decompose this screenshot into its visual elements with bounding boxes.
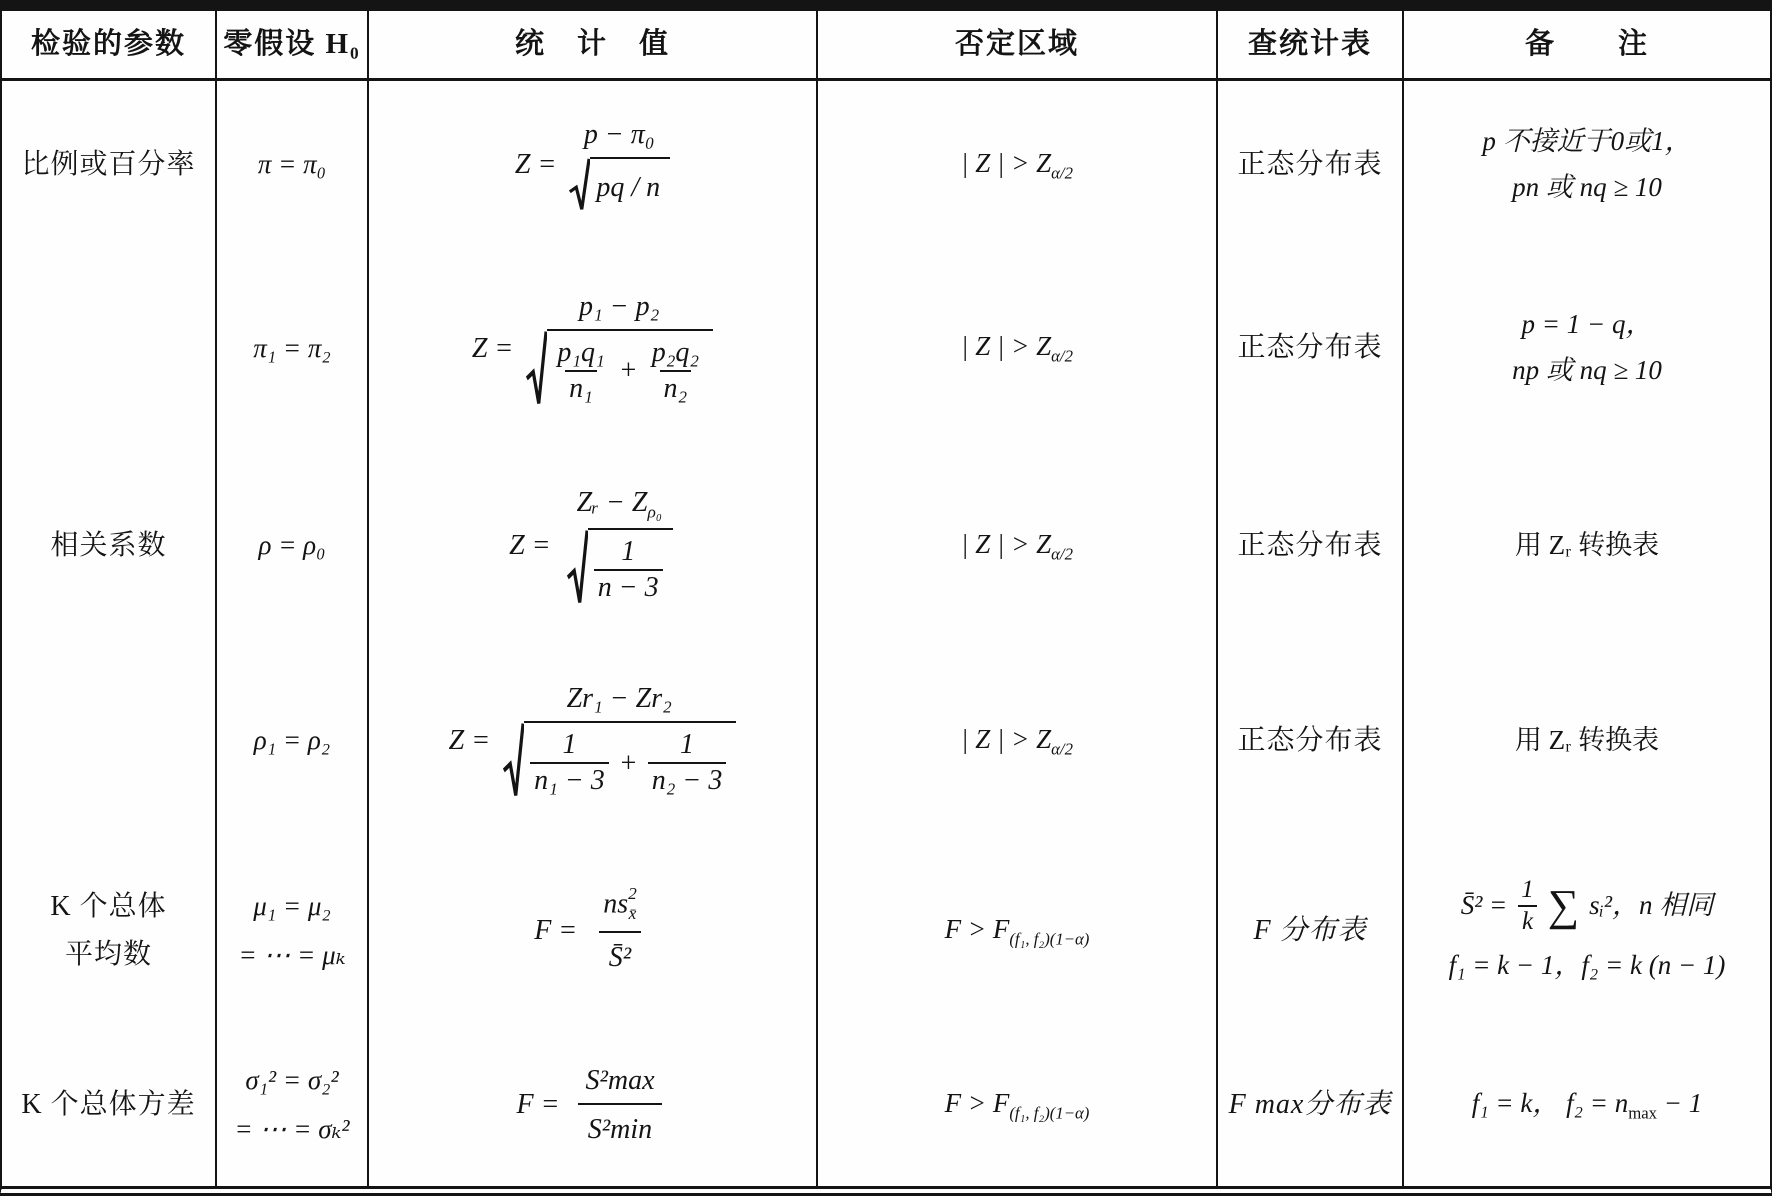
rejection-formula — [961, 719, 1073, 762]
remark-line: 用 Zᵣ 转换表 — [1514, 724, 1660, 755]
rejection-subscript: (f₁, f₂)(1−α) — [1009, 929, 1090, 949]
remark-equation — [1461, 875, 1714, 937]
rejection-base: | Z | > Z — [961, 723, 1052, 754]
row1-remark-cell — [1404, 81, 1770, 248]
parameter-label: 相关系数 — [50, 529, 167, 561]
remark-eq-lhs: S̄² = — [1460, 889, 1508, 920]
lookup-label: F 分布表 — [1253, 914, 1367, 946]
row6-hypothesis-cell — [217, 1023, 369, 1186]
plus-sign: + — [618, 355, 638, 386]
hypothesis-formula: ρ = ρ₀ — [258, 530, 326, 561]
fraction-numerator: S²max — [585, 1064, 655, 1096]
rejection-subscript: α/2 — [1051, 346, 1073, 366]
statistic-formula — [534, 886, 651, 975]
hypothesis-formula: ρ₁ = ρ₂ — [253, 725, 331, 756]
parameter-label: K 个总体 — [50, 890, 167, 922]
numerator-base: ns — [603, 888, 629, 920]
radicand: pq / n — [596, 171, 661, 203]
lookup-label: F max分布表 — [1228, 1088, 1392, 1120]
inner-frac-den: n − 3 — [594, 569, 663, 605]
inner-frac-den: n₁ — [565, 370, 597, 406]
row3-hypothesis-cell — [217, 448, 369, 643]
rejection-base: F > F — [944, 913, 1010, 944]
parameter-label: 比例或百分率 — [21, 148, 196, 180]
remark-line: 用 Zᵣ 转换表 — [1514, 529, 1660, 560]
fraction-numerator — [589, 886, 651, 931]
row3-lookup-cell — [1218, 448, 1404, 643]
header-label: 统 计 值 — [514, 28, 670, 61]
row1-parameter-cell — [2, 81, 217, 248]
header-label: 查统计表 — [1247, 28, 1372, 61]
inner-frac-num: 1 — [621, 536, 636, 568]
inner-frac-num: 1 — [680, 729, 694, 761]
rejection-formula — [945, 909, 1090, 952]
lookup-label: 正态分布表 — [1237, 332, 1383, 364]
hypothesis-formula: μ₁ = μ₂ — [253, 890, 331, 921]
row6-statistic-cell — [369, 1023, 818, 1186]
formula-lhs: Z = — [471, 332, 514, 364]
fraction-denominator: S̄² — [599, 931, 641, 975]
remark-eq-tail: sᵢ²，n 相同 — [1589, 889, 1714, 920]
header-cell-parameter — [2, 11, 217, 81]
fraction-numerator: p₁ − p₂ — [579, 290, 660, 322]
numerator-base: Zᵣ − Z — [576, 486, 648, 518]
formula-lhs: F = — [534, 915, 578, 946]
header-label: 检验的参数 — [30, 28, 186, 61]
inner-frac-den: n₂ — [660, 370, 692, 406]
row4-statistic-cell — [369, 643, 818, 838]
formula-lhs: Z = — [509, 530, 551, 561]
hypothesis-formula: π = π₀ — [257, 149, 327, 180]
hypothesis-formula: = ⋯ = σₖ² — [234, 1113, 350, 1144]
row6-rejection-cell — [818, 1023, 1218, 1186]
lookup-label: 正态分布表 — [1237, 529, 1383, 561]
rejection-formula — [961, 326, 1073, 369]
inner-frac-num: p₂q₂ — [651, 336, 700, 368]
remark-tail: − 1 — [1657, 1087, 1703, 1118]
hypothesis-formula: π₁ = π₂ — [253, 332, 331, 363]
inner-frac-num: p₁q₁ — [557, 336, 605, 368]
inner-frac-den: n₁ − 3 — [530, 762, 609, 798]
sigma-symbol: ∑ — [1547, 880, 1580, 930]
plus-sign: + — [618, 747, 638, 779]
subscript: x̄ — [628, 904, 637, 923]
rejection-base: | Z | > Z — [961, 147, 1052, 178]
sqrt-radical — [525, 329, 713, 407]
statistic-formula — [449, 681, 737, 799]
row2-remark-cell — [1404, 248, 1770, 448]
parameter-label: 平均数 — [64, 938, 152, 970]
remark-line: np 或 nq ≥ 10 — [1512, 355, 1662, 385]
sqrt-radical — [568, 157, 670, 212]
remark-line: f₁ = k − 1，f₂ = k (n − 1) — [1448, 949, 1726, 980]
row5-rejection-cell — [818, 838, 1218, 1023]
row4-parameter-cell — [2, 643, 217, 838]
rejection-formula — [961, 143, 1073, 186]
row2-hypothesis-cell — [217, 248, 369, 448]
inner-frac-num: 1 — [1521, 875, 1534, 903]
row4-lookup-cell — [1218, 643, 1404, 838]
header-label: 零假设 H₀ — [223, 28, 361, 61]
stacked-supsub — [628, 884, 637, 924]
row2-parameter-cell — [2, 248, 217, 448]
rejection-subscript: (f₁, f₂)(1−α) — [1009, 1103, 1090, 1123]
header-cell-rejection-region — [818, 11, 1218, 81]
rejection-formula — [945, 1083, 1090, 1126]
parameter-label: K 个总体方差 — [21, 1088, 196, 1120]
sqrt-radical — [502, 721, 736, 799]
remark-line — [1472, 1083, 1703, 1126]
row5-remark-cell — [1404, 838, 1770, 1023]
fraction-numerator — [563, 485, 676, 528]
statistic-formula — [509, 485, 676, 606]
remark-base: f₁ = k， f₂ = n — [1471, 1087, 1629, 1118]
row1-lookup-cell — [1218, 81, 1404, 248]
hypothesis-formula: = ⋯ = μₖ — [238, 939, 346, 970]
statistic-formula — [515, 117, 670, 212]
rejection-subscript: α/2 — [1051, 739, 1073, 759]
remark-subscript: max — [1628, 1103, 1658, 1123]
row6-remark-cell — [1404, 1023, 1770, 1186]
inner-frac-den: n₂ − 3 — [648, 762, 727, 798]
inner-frac-den: k — [1518, 905, 1537, 937]
fraction-numerator: Zr₁ − Zr₂ — [566, 683, 672, 715]
hypothesis-formula: σ₁² = σ₂² — [245, 1064, 339, 1095]
row5-lookup-cell — [1218, 838, 1404, 1023]
header-cell-lookup-table — [1218, 11, 1404, 81]
row2-statistic-cell — [369, 248, 818, 448]
header-cell-statistic — [369, 11, 818, 81]
row3-remark-cell — [1404, 448, 1770, 643]
formula-lhs: Z = — [448, 725, 491, 756]
row5-statistic-cell — [369, 838, 818, 1023]
remark-line: pn 或 nq ≥ 10 — [1512, 171, 1662, 202]
statistic-formula — [472, 289, 713, 407]
rejection-base: | Z | > Z — [961, 528, 1052, 559]
row1-hypothesis-cell — [217, 81, 369, 248]
lookup-label: 正态分布表 — [1237, 724, 1383, 756]
row6-lookup-cell — [1218, 1023, 1404, 1186]
header-label: 备 注 — [1524, 28, 1649, 61]
rejection-subscript: α/2 — [1051, 163, 1073, 183]
inner-frac-num: 1 — [562, 729, 577, 761]
row4-remark-cell — [1404, 643, 1770, 838]
row6-parameter-cell — [2, 1023, 217, 1186]
fraction-denominator: S²min — [578, 1103, 662, 1147]
header-cell-remark — [1404, 11, 1770, 81]
header-cell-null-hypothesis — [217, 11, 369, 81]
rejection-base: | Z | > Z — [961, 331, 1052, 362]
row4-rejection-cell — [818, 643, 1218, 838]
row3-statistic-cell — [369, 448, 818, 643]
statistic-formula — [516, 1063, 668, 1147]
formula-lhs: F = — [516, 1089, 560, 1120]
row4-hypothesis-cell — [217, 643, 369, 838]
row3-parameter-cell — [2, 448, 217, 643]
row2-lookup-cell — [1218, 248, 1404, 448]
lookup-label: 正态分布表 — [1237, 148, 1383, 180]
remark-line: p 不接近于0或1， — [1482, 125, 1692, 156]
row1-statistic-cell — [369, 81, 818, 248]
sqrt-radical — [566, 528, 673, 606]
rejection-formula — [961, 524, 1073, 567]
row3-rejection-cell — [818, 448, 1218, 643]
row5-parameter-cell — [2, 838, 217, 1023]
formula-lhs: Z = — [514, 149, 557, 180]
row2-rejection-cell — [818, 248, 1218, 448]
fraction-numerator: p − π₀ — [583, 119, 655, 150]
numerator-subscript: ρ₀ — [647, 502, 662, 522]
row1-rejection-cell — [818, 81, 1218, 248]
superscript: 2 — [628, 884, 637, 904]
rejection-base: F > F — [944, 1087, 1010, 1118]
remark-line: p = 1 − q， — [1521, 309, 1653, 340]
row5-hypothesis-cell — [217, 838, 369, 1023]
header-label: 否定区域 — [954, 28, 1079, 61]
rejection-subscript: α/2 — [1051, 544, 1073, 564]
